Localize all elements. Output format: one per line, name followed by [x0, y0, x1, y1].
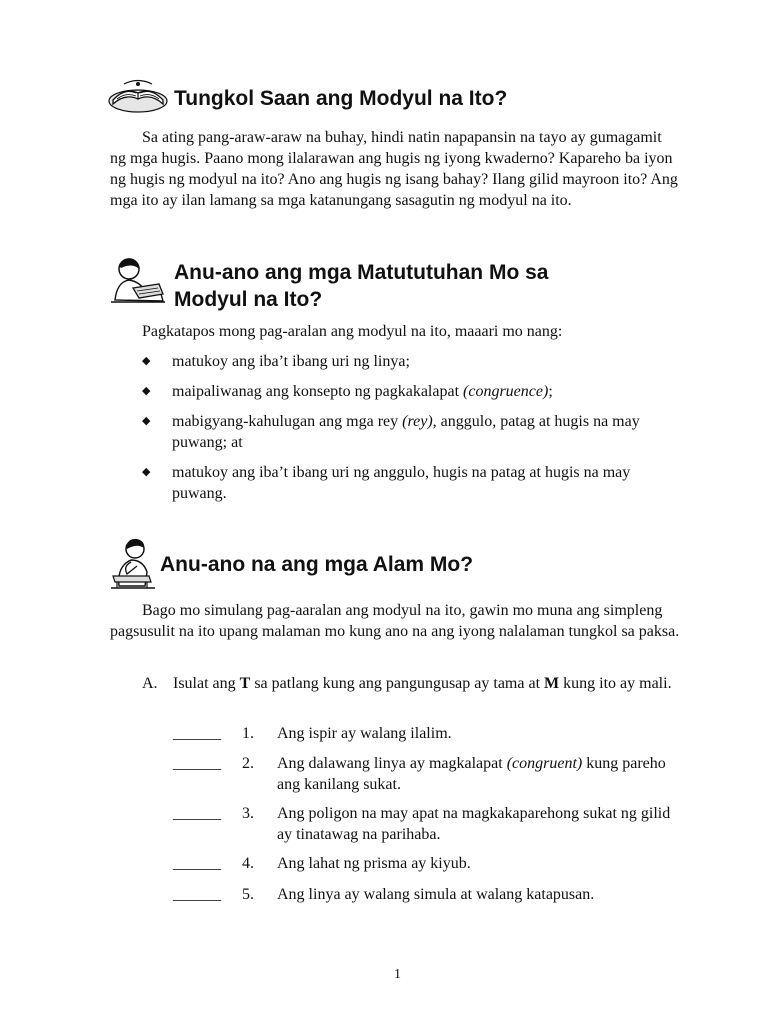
question-number: 5.	[242, 886, 254, 903]
objective-text: maipaliwanag ang konsepto ng pagkakalapat (congruence);	[172, 383, 553, 400]
question-number: 1.	[242, 725, 254, 742]
diamond-bullet-icon: ◆	[142, 415, 151, 427]
heading-line-1: Anu-ano ang mga Matututuhan Mo sa	[174, 261, 549, 284]
reading-student-icon	[109, 254, 167, 304]
diamond-bullet-icon: ◆	[142, 355, 151, 367]
answer-blank[interactable]: ______	[173, 805, 221, 822]
objective-text: mabigyang-kahulugan ang mga rey (rey), anggulo, patag at hugis na may puwang; at	[172, 413, 640, 451]
instruction-a	[142, 673, 682, 694]
question-row	[0, 803, 770, 847]
question-text: Ang dalawang linya ay magkalapat (congruent) kung pareho ang kanilang sukat.	[277, 755, 666, 793]
objective-text: matukoy ang iba’t ibang uri ng linya;	[172, 353, 410, 370]
pretest-paragraph	[110, 600, 680, 642]
section-heading-pretest: Anu-ano na ang mga Alam Mo?	[160, 553, 474, 576]
diamond-bullet-icon: ◆	[142, 466, 151, 478]
question-row	[0, 853, 770, 875]
question-row	[0, 753, 770, 797]
answer-blank[interactable]: ______	[173, 725, 221, 742]
answer-blank[interactable]: ______	[173, 855, 221, 872]
question-number: 3.	[242, 805, 254, 822]
question-text: Ang poligon na may apat na magkakaparehong sukat ng gilid ay tinatawag na parihaba.	[277, 805, 671, 843]
objectives-intro: Pagkatapos mong pag-aralan ang modyul na ito, maaari mo nang:	[142, 323, 563, 340]
instruction-letter: A.	[142, 675, 158, 692]
question-row	[0, 884, 770, 906]
question-row	[0, 723, 770, 745]
thinking-student-icon	[109, 536, 157, 590]
pretest-paragraph-text: Bago mo simulang pag-aaralan ang modyul na ito, gawin mo muna ang simpleng pagsusulit na ito upang malaman mo kung ano na ang iyong nalalaman tungkol sa paksa.	[110, 602, 680, 640]
answer-blank[interactable]: ______	[173, 755, 221, 772]
diamond-bullet-icon: ◆	[142, 385, 151, 397]
heading-line-2: Modyul na Ito?	[174, 288, 323, 311]
open-book-icon	[107, 79, 169, 113]
page-number: 1	[394, 967, 401, 982]
question-number: 4.	[242, 855, 254, 872]
objective-text: matukoy ang iba’t ibang uri ng anggulo, hugis na patag at hugis na may puwang.	[172, 464, 631, 502]
about-paragraph-text: Sa ating pang-araw-araw na buhay, hindi natin napapansin na tayo ay gumagamit ng mga hugis. Paano mong ilalarawan ang hugis ng iyong kwaderno? Kapareho ba iyon ng hugis ng modyul na ito? Ano ang hugis ng isang bahay? Ilang gilid mayroon ito? Ang mga ito ay ilan lamang sa mga katanungang sasagutin ng modyul na ito.	[110, 129, 678, 209]
about-paragraph	[110, 127, 680, 211]
answer-blank[interactable]: ______	[173, 886, 221, 903]
question-text: Ang ispir ay walang ilalim.	[277, 725, 452, 742]
question-text: Ang lahat ng prisma ay kiyub.	[277, 855, 471, 872]
section-heading-objectives	[174, 259, 548, 313]
question-text: Ang linya ay walang simula at walang katapusan.	[277, 886, 595, 903]
question-number: 2.	[242, 755, 254, 772]
section-heading-about: Tungkol Saan ang Modyul na Ito?	[174, 87, 508, 110]
instruction-text: Isulat ang T sa patlang kung ang pangungusap ay tama at M kung ito ay mali.	[173, 675, 672, 692]
